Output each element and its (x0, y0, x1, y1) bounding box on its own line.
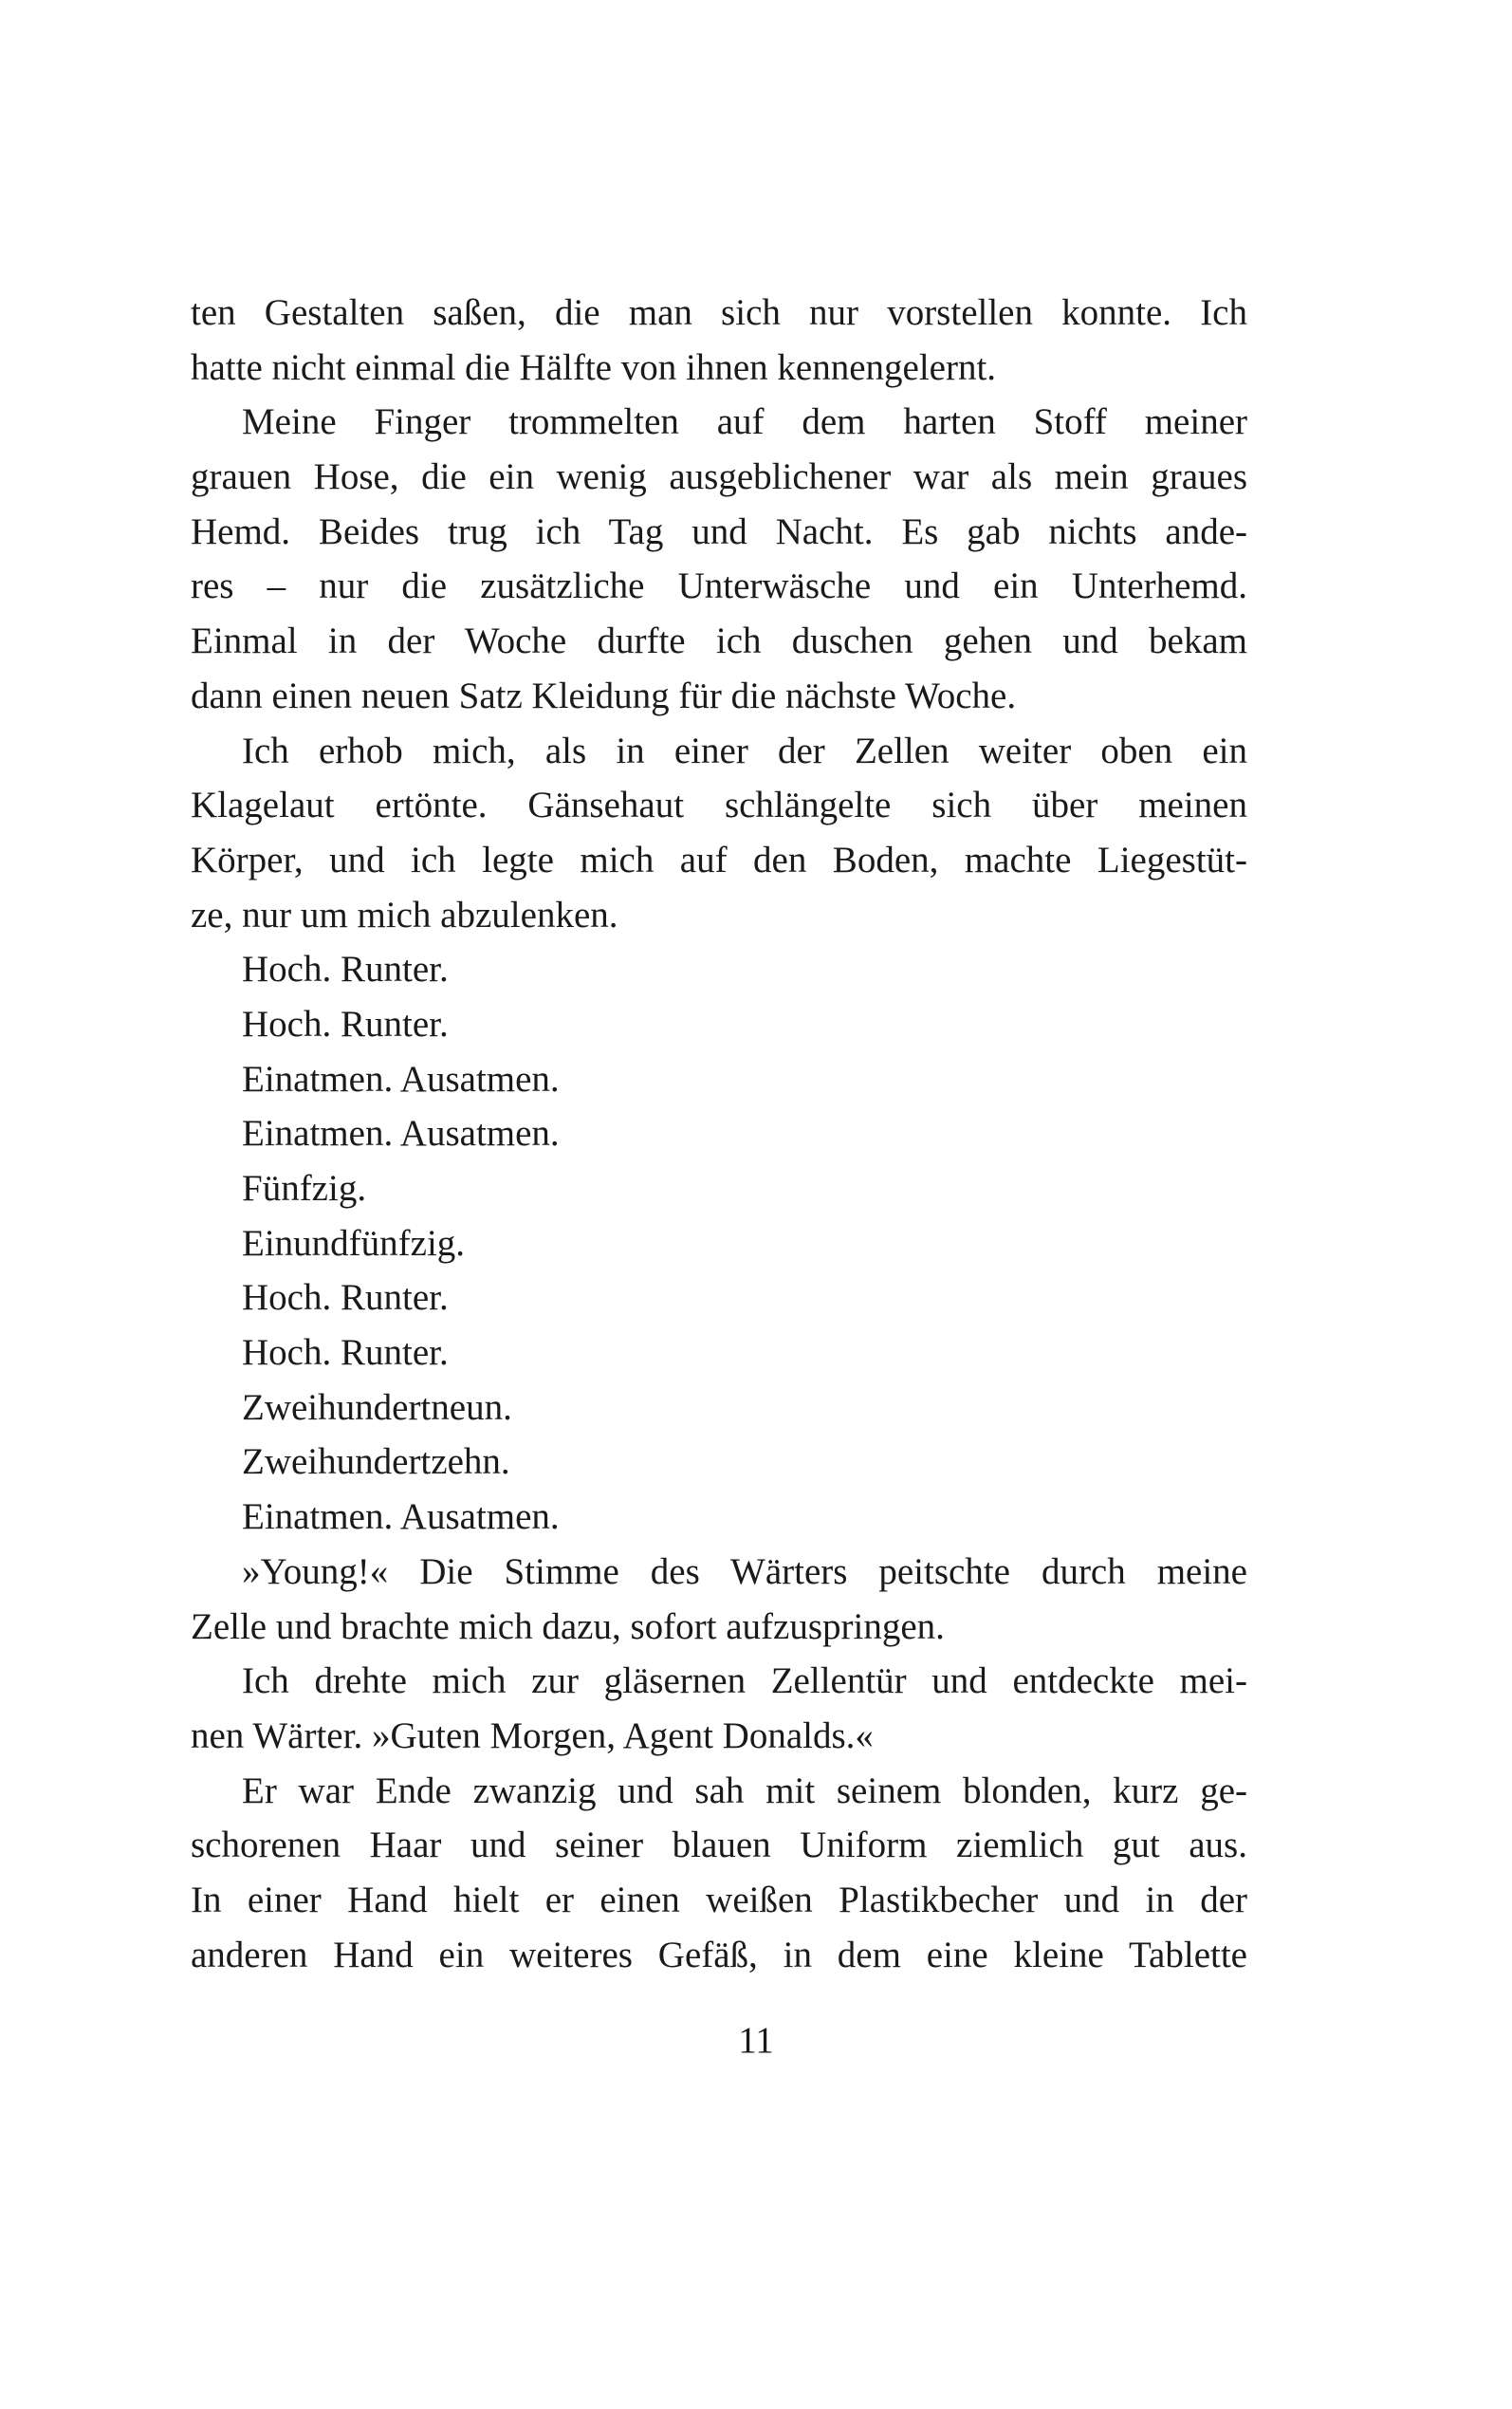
text-line: Einatmen. Ausatmen. (242, 1496, 560, 1538)
text-line: nen Wärter. »Guten Morgen, Agent Donalds.« (191, 1714, 874, 1756)
text-line: Einatmen. Ausatmen. (242, 1113, 560, 1155)
text-line: Ich drehte mich zur gläsernen Zellentür und entdeckte mei- (242, 1660, 1247, 1702)
text-line: Fünfzig. (242, 1168, 367, 1209)
text-line: In einer Hand hielt er einen weißen Plastikbecher und in der (191, 1879, 1247, 1920)
text-line: anderen Hand ein weiteres Gefäß, in dem eine kleine Tablette (191, 1934, 1247, 1975)
text-line: Klagelaut ertönte. Gänsehaut schlängelte sich über meinen (191, 785, 1247, 826)
text-line: ten Gestalten saßen, die man sich nur vorstellen konnte. Ich (191, 292, 1247, 333)
page-number: 11 (738, 2020, 774, 2061)
text-line: res – nur die zusätzliche Unterwäsche und ein Unterhemd. (191, 565, 1247, 607)
text-line: Hoch. Runter. (242, 1003, 449, 1045)
text-line: Er war Ende zwanzig und sah mit seinem blonden, kurz ge- (242, 1770, 1247, 1811)
text-line: Körper, und ich legte mich auf den Boden, machte Liegestüt- (191, 839, 1247, 880)
text-line: Hoch. Runter. (242, 949, 449, 991)
text-line: schorenen Haar und seiner blauen Uniform ziemlich gut aus. (191, 1825, 1247, 1866)
text-line: dann einen neuen Satz Kleidung für die nächste Woche. (191, 675, 1017, 716)
text-line: Einatmen. Ausatmen. (242, 1058, 560, 1100)
text-line: Zweihundertneun. (242, 1386, 512, 1428)
text-line: Ich erhob mich, als in einer der Zellen weiter oben ein (242, 730, 1247, 771)
text-line: ze, nur um mich abzulenken. (191, 894, 618, 936)
text-line: Hoch. Runter. (242, 1277, 449, 1319)
text-line: »Young!« Die Stimme des Wärters peitschte durch meine (242, 1550, 1247, 1592)
text-line: grauen Hose, die ein wenig ausgeblichener war als mein graues (191, 456, 1247, 498)
text-line: Einundfünfzig. (242, 1222, 466, 1264)
text-line: Zweihundertzehn. (242, 1441, 510, 1483)
text-line: Zelle und brachte mich dazu, sofort aufzuspringen. (191, 1605, 945, 1647)
text-line: Einmal in der Woche durfte ich duschen gehen und bekam (191, 621, 1247, 662)
text-line: Meine Finger trommelten auf dem harten Stoff meiner (242, 401, 1247, 443)
text-line: Hoch. Runter. (242, 1332, 449, 1374)
text-line: Hemd. Beides trug ich Tag und Nacht. Es gab nichts ande- (191, 510, 1247, 552)
body-text (191, 286, 1247, 1982)
text-line: hatte nicht einmal die Hälfte von ihnen kennengelernt. (191, 346, 997, 388)
